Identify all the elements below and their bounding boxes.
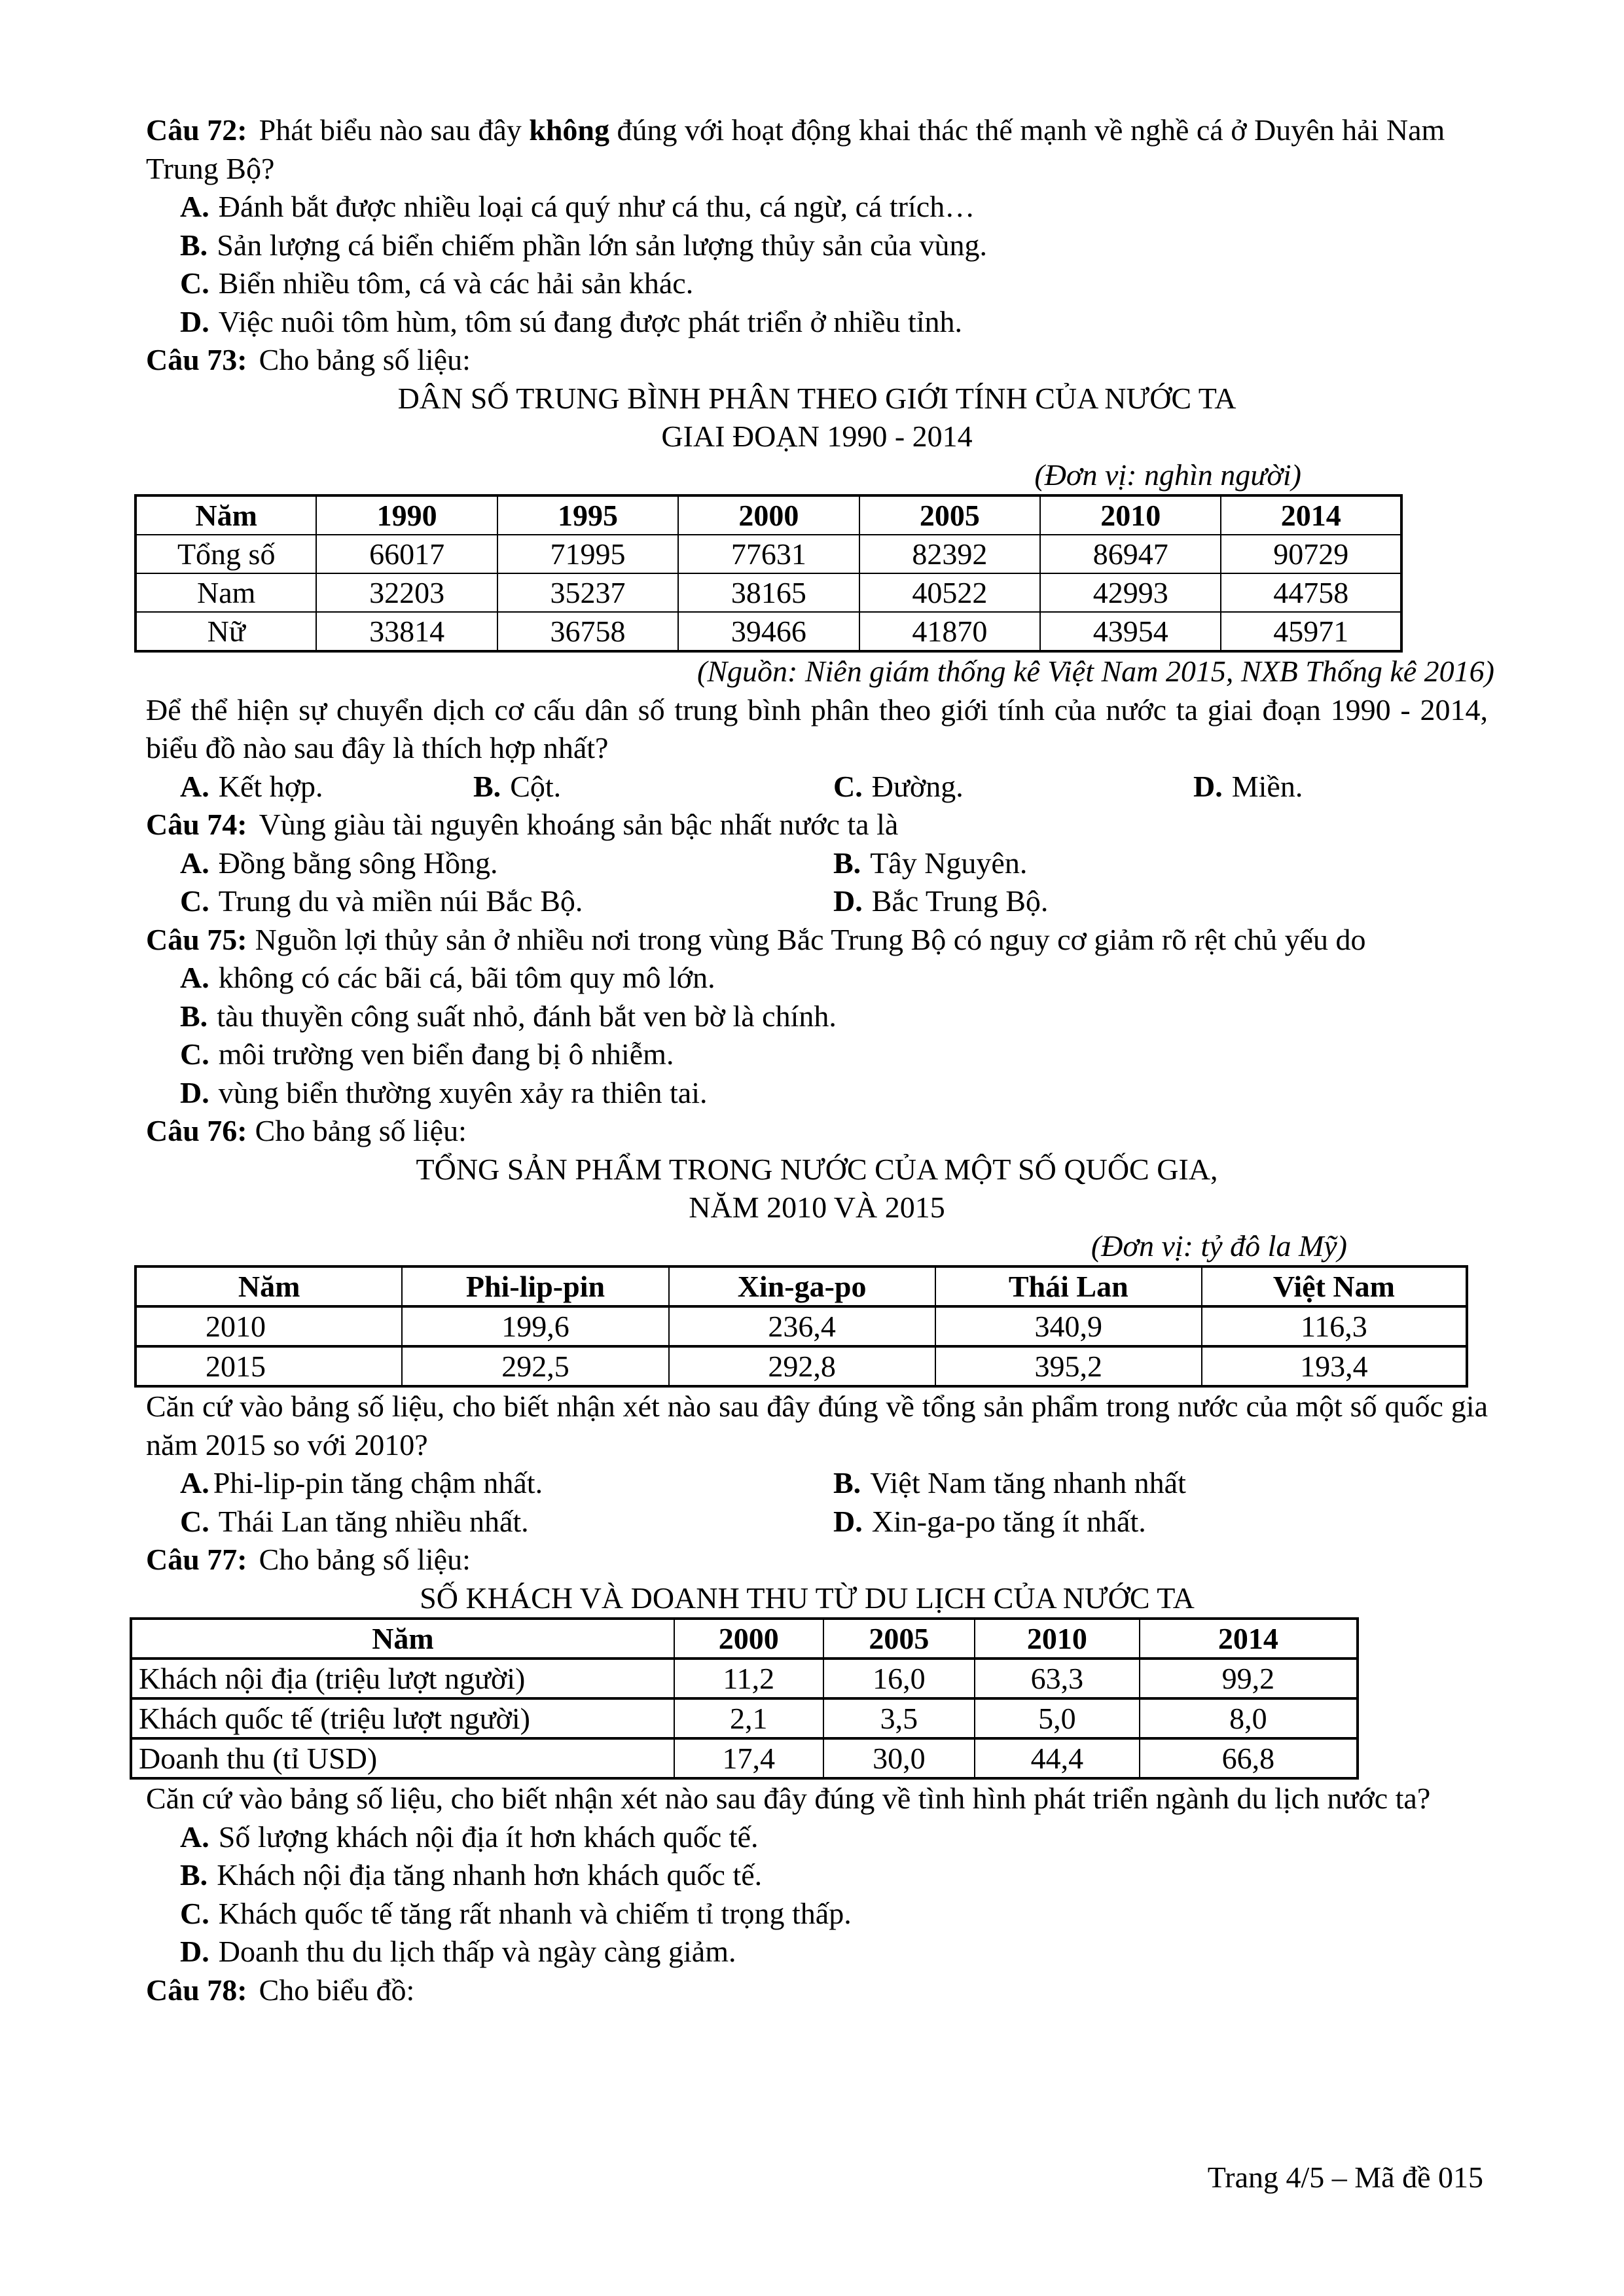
page-footer: Trang 4/5 – Mã đề 015 (1207, 2161, 1483, 2194)
option-c[interactable]: C. Trung du và miền núi Bắc Bộ. (180, 884, 583, 918)
emphasis: không (529, 113, 610, 147)
options-row (146, 882, 1488, 921)
table-row: Khách quốc tế (triệu lượt người) 2,1 3,5 5,0 8,0 (131, 1698, 1358, 1738)
question-77 (139, 1541, 1488, 1971)
option-d[interactable]: D. Bắc Trung Bộ. (833, 884, 1049, 918)
option-a[interactable]: A. Kết hợp. (180, 769, 323, 803)
option-c[interactable]: C. Khách quốc tế tăng rất nhanh và chiếm tỉ trọng thấp. (180, 1896, 852, 1930)
question-stem: Câu 78: Cho biểu đồ: (146, 1973, 415, 2007)
options-row (146, 768, 1488, 806)
table-header-row: Năm 2000 2005 2010 2014 (131, 1619, 1358, 1659)
table-row: Tổng số 66017 71995 77631 82392 86947 90729 (135, 535, 1401, 573)
table-header-row: Năm 1990 1995 2000 2005 2010 2014 (135, 495, 1401, 535)
table-row: 2010 199,6 236,4 340,9 116,3 (135, 1306, 1467, 1346)
question-76 (146, 1112, 1488, 1541)
table-unit: (Đơn vị: nghìn người) (1034, 457, 1301, 492)
option-d[interactable]: D. Xin-ga-po tăng ít nhất. (833, 1504, 1146, 1538)
table-row: Nữ 33814 36758 39466 41870 43954 45971 (135, 612, 1401, 651)
table-title: TỔNG SẢN PHẨM TRONG NƯỚC CỦA MỘT SỐ QUỐC GIA, (416, 1152, 1218, 1186)
question-72 (146, 111, 1488, 341)
option-b[interactable]: B. Tây Nguyên. (833, 846, 1028, 880)
question-text: Căn cứ vào bảng số liệu, cho biết nhận xét nào sau đây đúng về tổng sản phẩm trong nước của một số quốc gia năm 2015 so với 2010? (146, 1390, 1488, 1462)
table-row: Khách nội địa (triệu lượt người) 11,2 16,0 63,3 99,2 (131, 1659, 1358, 1698)
option-a[interactable]: A. Đánh bắt được nhiều loại cá quý như cá thu, cá ngừ, cá trích… (180, 190, 975, 223)
question-stem: Câu 73: Cho bảng số liệu: (146, 343, 471, 376)
question-75 (146, 921, 1488, 1113)
option-b[interactable]: B. tàu thuyền công suất nhỏ, đánh bắt ven bờ là chính. (180, 999, 837, 1033)
question-number: Câu 74: (146, 808, 247, 841)
option-b[interactable]: B. Việt Nam tăng nhanh nhất (833, 1466, 1186, 1499)
table-source: (Nguồn: Niên giám thống kê Việt Nam 2015, NXB Thống kê 2016) (697, 655, 1494, 688)
table-unit: (Đơn vị: tỷ đô la Mỹ) (1091, 1229, 1347, 1263)
option-c[interactable]: C. Biển nhiều tôm, cá và các hải sản khác. (180, 266, 694, 300)
gdp-table (134, 1265, 1468, 1388)
question-number: Câu 73: (146, 343, 247, 376)
table-header-row: Năm Phi-lip-pin Xin-ga-po Thái Lan Việt Nam (135, 1266, 1467, 1306)
table-title: DÂN SỐ TRUNG BÌNH PHÂN THEO GIỚI TÍNH CỦA NƯỚC TA (397, 381, 1236, 415)
exam-page (139, 111, 1494, 2009)
question-stem: Câu 72: Phát biểu nào sau đây không đúng với hoạt động khai thác thế mạnh về nghề cá ở Duyên hải Nam Trung Bộ? (146, 113, 1445, 185)
table-row: Doanh thu (tỉ USD) 17,4 30,0 44,4 66,8 (131, 1738, 1358, 1778)
option-a[interactable]: A. không có các bãi cá, bãi tôm quy mô lớn. (180, 961, 715, 994)
option-c[interactable]: C. Thái Lan tăng nhiều nhất. (180, 1504, 529, 1538)
table-subtitle: NĂM 2010 VÀ 2015 (689, 1191, 945, 1224)
question-number: Câu 77: (146, 1543, 247, 1576)
question-number: Câu 72: (146, 113, 247, 147)
question-78 (146, 1971, 1488, 2010)
table-subtitle: GIAI ĐOẠN 1990 - 2014 (661, 420, 973, 453)
option-a[interactable]: A. Phi-lip-pin tăng chậm nhất. (180, 1466, 543, 1499)
option-d[interactable]: D. Miền. (1193, 769, 1303, 803)
question-stem: Câu 75: Nguồn lợi thủy sản ở nhiều nơi trong vùng Bắc Trung Bộ có nguy cơ giảm rõ rệt chủ yếu do (146, 922, 1366, 956)
options-row (146, 1464, 1488, 1503)
question-text: Để thể hiện sự chuyển dịch cơ cấu dân số trung bình phân theo giới tính của nước ta giai đoạn 1990 - 2014, biểu đồ nào sau đây là thích hợp nhất? (146, 692, 1488, 764)
option-d[interactable]: D. vùng biển thường xuyên xảy ra thiên tai. (180, 1075, 708, 1109)
question-number: Câu 75: (146, 922, 247, 956)
option-d[interactable]: D. Việc nuôi tôm hùm, tôm sú đang được phát triển ở nhiều tỉnh. (180, 304, 963, 338)
option-b[interactable]: B. Cột. (473, 769, 562, 803)
option-b[interactable]: B. Sản lượng cá biển chiếm phần lớn sản lượng thủy sản của vùng. (180, 228, 987, 262)
question-73 (146, 341, 1494, 806)
question-stem: Câu 76: Cho bảng số liệu: (146, 1114, 467, 1147)
question-74 (146, 806, 1488, 921)
population-table (134, 494, 1403, 653)
table-title: SỐ KHÁCH VÀ DOANH THU TỪ DU LỊCH CỦA NƯỚC TA (420, 1581, 1195, 1615)
table-row: Nam 32203 35237 38165 40522 42993 44758 (135, 573, 1401, 612)
options-row (146, 1503, 1488, 1541)
option-a[interactable]: A. Số lượng khách nội địa ít hơn khách quốc tế. (180, 1820, 759, 1854)
question-text: Căn cứ vào bảng số liệu, cho biết nhận xét nào sau đây đúng về tình hình phát triển ngành du lịch nước ta? (146, 1782, 1431, 1815)
option-b[interactable]: B. Khách nội địa tăng nhanh hơn khách quốc tế. (180, 1858, 763, 1892)
options-row (146, 844, 1488, 883)
question-number: Câu 78: (146, 1973, 247, 2007)
option-c[interactable]: C. môi trường ven biển đang bị ô nhiễm. (180, 1037, 674, 1071)
question-stem: Câu 74: Vùng giàu tài nguyên khoáng sản bậc nhất nước ta là (146, 808, 899, 841)
tourism-table (130, 1617, 1359, 1780)
question-number: Câu 76: (146, 1114, 247, 1147)
table-row: 2015 292,5 292,8 395,2 193,4 (135, 1346, 1467, 1386)
option-c[interactable]: C. Đường. (833, 769, 964, 803)
option-d[interactable]: D. Doanh thu du lịch thấp và ngày càng giảm. (180, 1935, 736, 1968)
option-a[interactable]: A. Đồng bằng sông Hồng. (180, 846, 498, 880)
question-stem: Câu 77: Cho bảng số liệu: (146, 1543, 471, 1576)
